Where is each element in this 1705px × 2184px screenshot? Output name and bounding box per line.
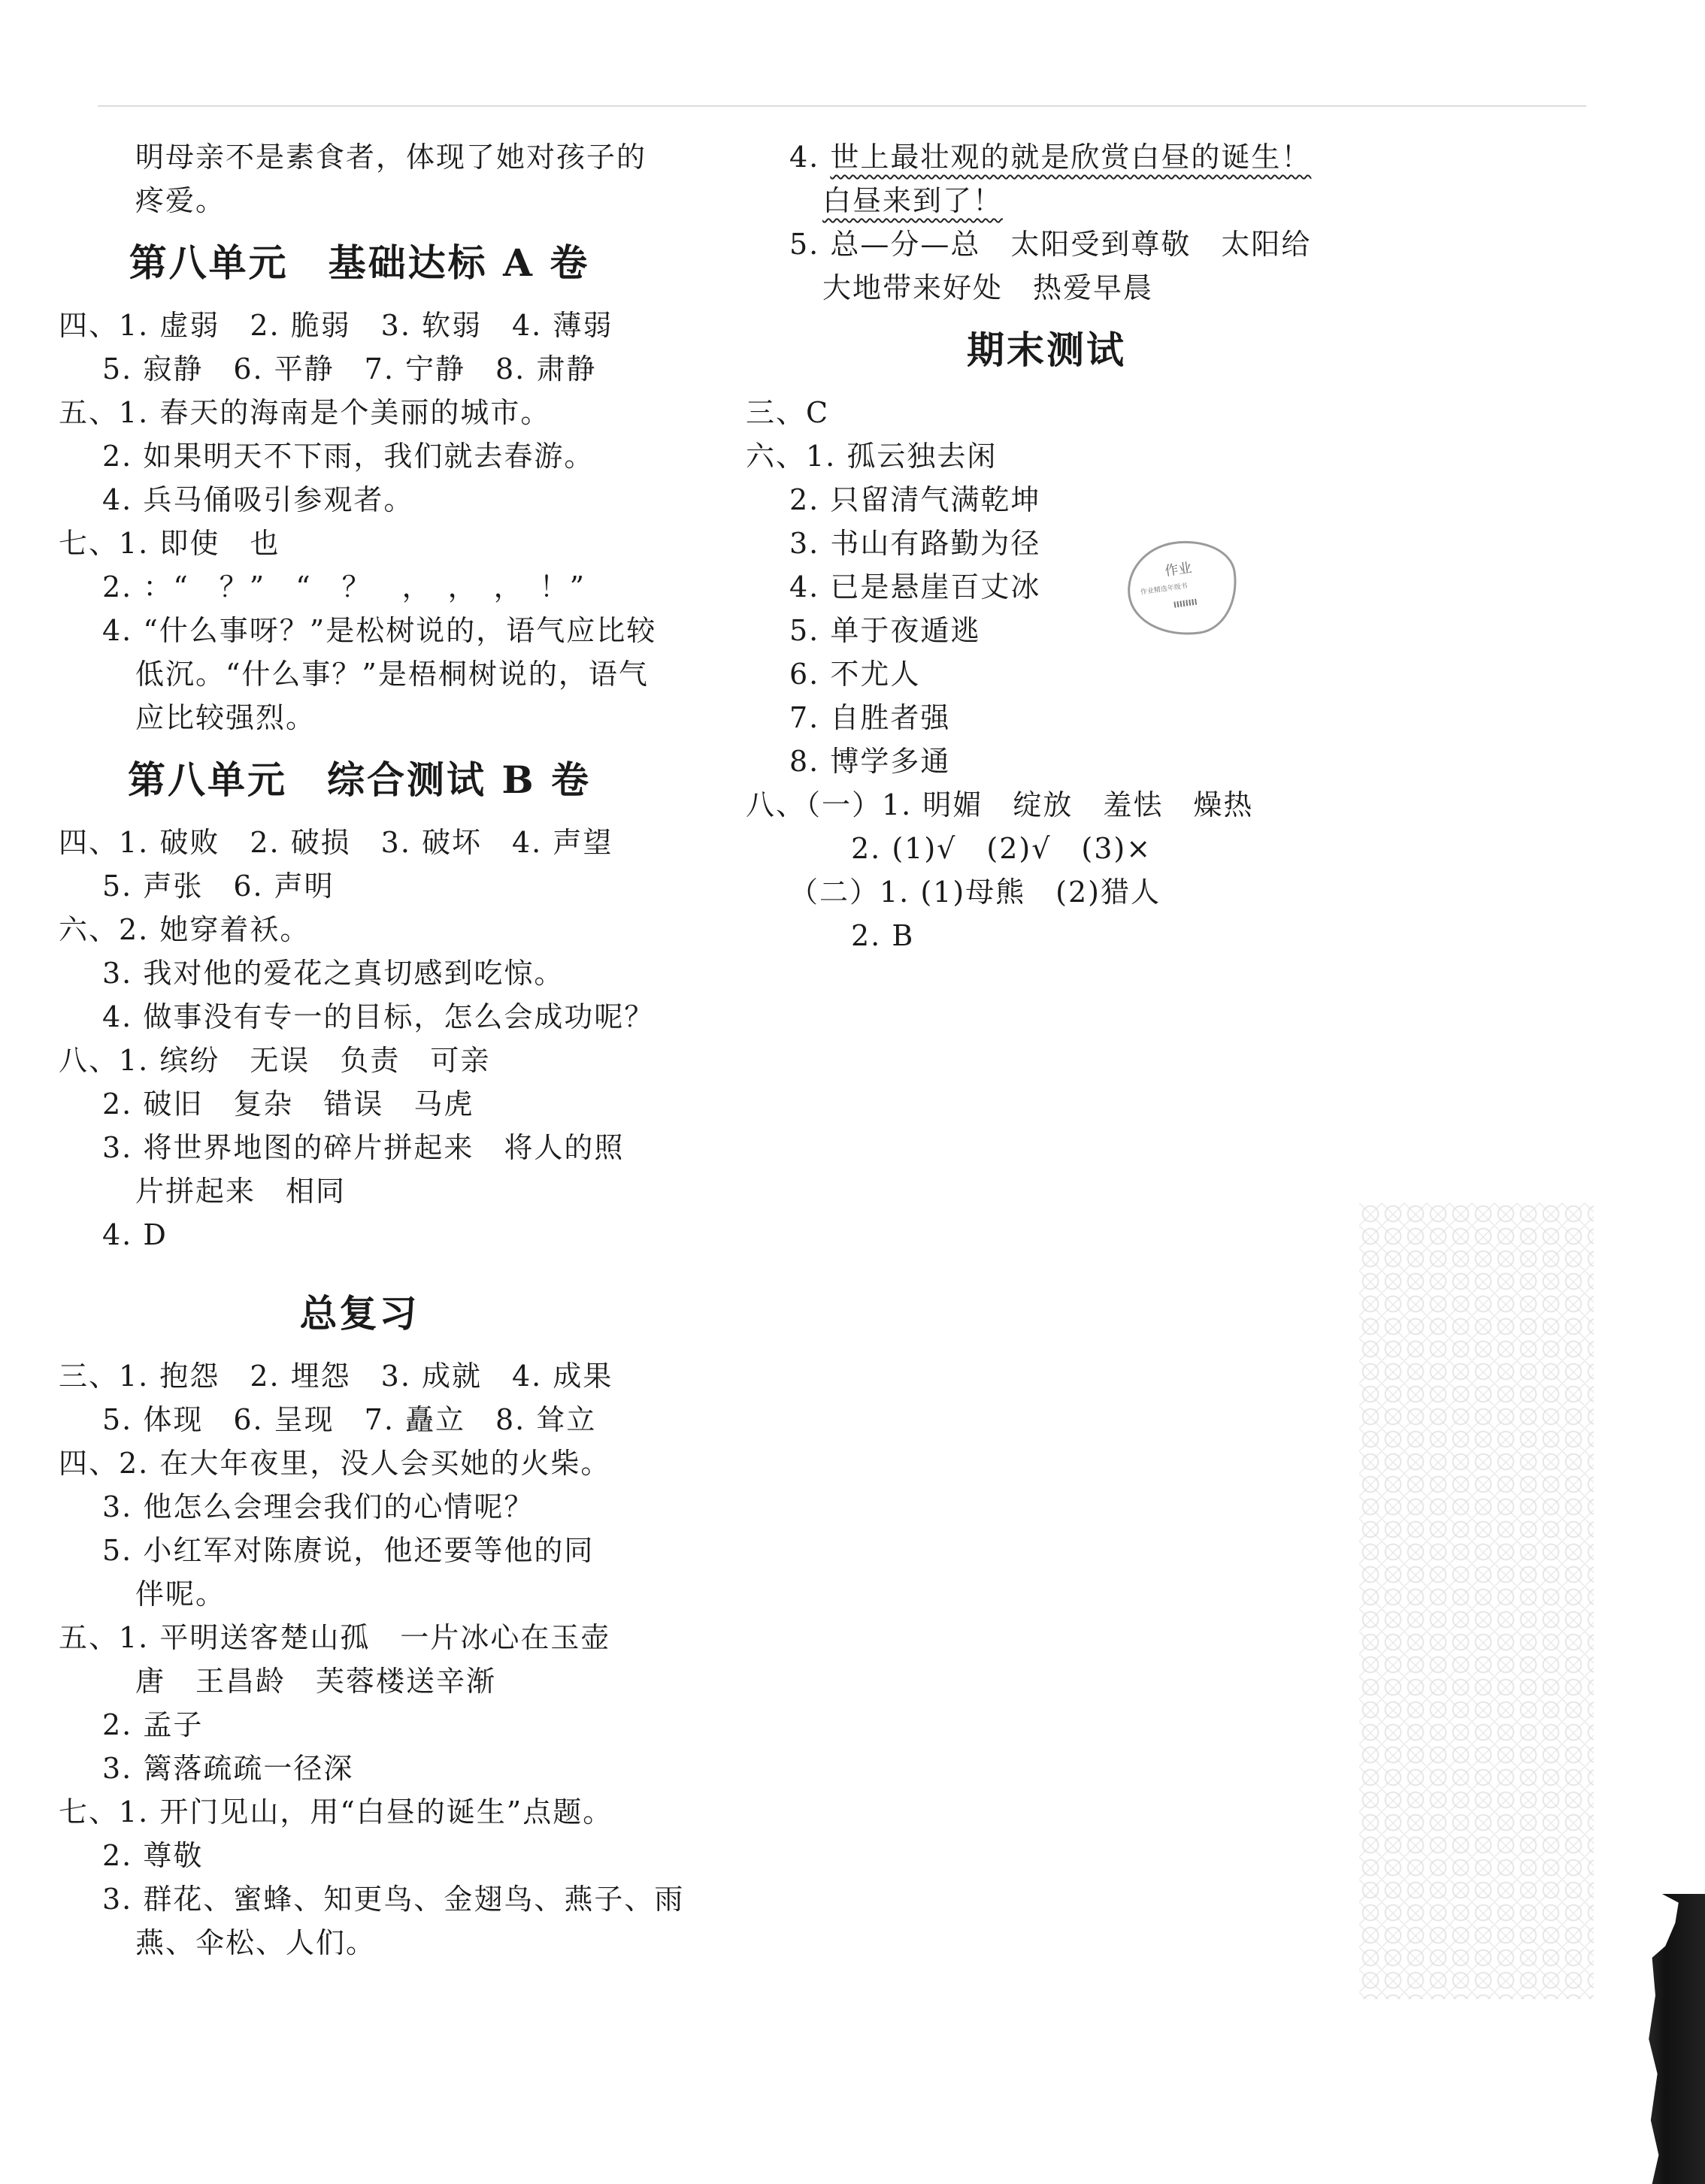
answer-line: 2. B: [851, 919, 915, 952]
answer-number: 4.: [789, 141, 831, 174]
stamp-subtitle: 作业精选年级书: [1140, 582, 1189, 597]
answer-line: 四、2. 在大年夜里，没人会买她的火柴。: [59, 1447, 611, 1480]
answer-line: 疼爱。: [135, 184, 226, 217]
answer-line: 低沉。“什么事？”是梧桐树说的，语气: [135, 658, 649, 691]
wavy-underlined-text: 白昼来到了！: [822, 184, 1004, 217]
answer-line: 应比较强烈。: [135, 701, 316, 734]
answer-line: 三、C: [746, 396, 830, 429]
answer-line: [746, 179, 1347, 222]
answer-line: 7. 自胜者强: [789, 701, 951, 734]
stamp-barcode-icon: [1174, 599, 1197, 608]
answer-line: 八、（一）1. 明媚 绽放 羞怯 燥热: [746, 788, 1254, 821]
section-heading-unit8-b: 第八单元 综合测试 B 卷: [127, 758, 592, 802]
answer-line: 4. “什么事呀？”是松树说的，语气应比较: [102, 614, 657, 647]
answer-line: 七、1. 即使 也: [59, 527, 280, 560]
answer-line: 5. 声张 6. 声明: [102, 870, 335, 903]
answer-line: （二）1. (1)母熊 (2)猎人: [789, 876, 1161, 909]
answer-line: 5. 体现 6. 呈现 7. 矗立 8. 耸立: [102, 1403, 597, 1436]
answer-line: 3. 他怎么会理会我们的心情呢？: [102, 1490, 535, 1523]
answer-line: 3. 将世界地图的碎片拼起来 将人的照: [102, 1131, 625, 1164]
answer-line: 4. 已是悬崖百丈冰: [789, 570, 1041, 603]
answer-line: 3. 篱落疏疏一径深: [102, 1752, 354, 1785]
section-heading-final-test: 期末测试: [967, 328, 1126, 372]
answer-line: 4. D: [102, 1218, 168, 1251]
answer-line: 5. 单于夜遁逃: [789, 614, 981, 647]
section-heading-review: 总复习: [299, 1291, 419, 1336]
answer-line: 四、1. 虚弱 2. 脆弱 3. 软弱 4. 薄弱: [59, 309, 613, 342]
answer-line: 六、2. 她穿着袄。: [59, 913, 310, 946]
answer-line: 2. 尊敬: [102, 1839, 204, 1872]
answer-line: 唐 王昌龄 芙蓉楼送辛渐: [135, 1665, 497, 1698]
right-column: [746, 135, 1347, 957]
answer-line: 2. 孟子: [102, 1708, 204, 1741]
answer-line: 2. 破旧 复杂 错误 马虎: [102, 1087, 474, 1121]
answer-line: 五、1. 平明送客楚山孤 一片冰心在玉壶: [59, 1621, 611, 1654]
answer-line: 3. 群花、蜜蜂、知更鸟、金翅鸟、燕子、雨: [102, 1883, 685, 1916]
answer-line: 五、1. 春天的海南是个美丽的城市。: [59, 396, 551, 429]
answer-line: 2. ：“ ？” “ ？ ， ， ， ！”: [102, 570, 586, 603]
section-heading-unit8-a: 第八单元 基础达标 A 卷: [129, 240, 590, 285]
answer-line: 2. (1)√ (2)√ (3)×: [851, 832, 1152, 865]
answer-line: 七、1. 开门见山，用“白昼的诞生”点题。: [59, 1795, 613, 1829]
stamp-title: 作业: [1164, 560, 1193, 579]
answer-line: 5. 总—分—总 太阳受到尊敬 太阳给: [789, 228, 1312, 261]
answer-line: 片拼起来 相同: [135, 1175, 347, 1208]
answer-line: 4. 兵马俑吸引参观者。: [102, 483, 414, 516]
answer-line: 8. 博学多通: [789, 745, 951, 778]
answer-line: 5. 寂静 6. 平静 7. 宁静 8. 肃静: [102, 352, 597, 386]
answer-line: 伴呢。: [135, 1578, 226, 1611]
answer-line: 大地带来好处 热爱早晨: [822, 271, 1154, 304]
answer-line: [746, 135, 1347, 179]
answer-line: 八、1. 缤纷 无误 负责 可亲: [59, 1044, 491, 1077]
answer-line: 6. 不尤人: [789, 658, 921, 691]
torn-page-edge: [1639, 1894, 1705, 2184]
answer-line: 2. 只留清气满乾坤: [789, 483, 1041, 516]
answer-line: 3. 我对他的爱花之真切感到吃惊。: [102, 957, 565, 990]
answer-line: 四、1. 破败 2. 破损 3. 破坏 4. 声望: [59, 826, 613, 859]
wavy-underlined-text: 世上最壮观的就是欣赏白昼的诞生！: [830, 141, 1312, 174]
answer-line: 三、1. 抱怨 2. 埋怨 3. 成就 4. 成果: [59, 1360, 613, 1393]
answer-line: 5. 小红军对陈赓说，他还要等他的同: [102, 1534, 595, 1567]
answer-line: 2. 如果明天不下雨，我们就去春游。: [102, 440, 595, 473]
answer-line: 3. 书山有路勤为径: [789, 527, 1041, 560]
left-column: [59, 135, 685, 1965]
answer-line: 六、1. 孤云独去闲: [746, 440, 998, 473]
decorative-pattern: [1359, 1202, 1594, 1999]
answer-line: 燕、伞松、人们。: [135, 1926, 377, 1959]
answer-line: 明母亲不是素食者，体现了她对孩子的: [135, 141, 647, 174]
top-rule: [98, 105, 1586, 107]
answer-line: 4. 做事没有专一的目标，怎么会成功呢？: [102, 1000, 655, 1033]
